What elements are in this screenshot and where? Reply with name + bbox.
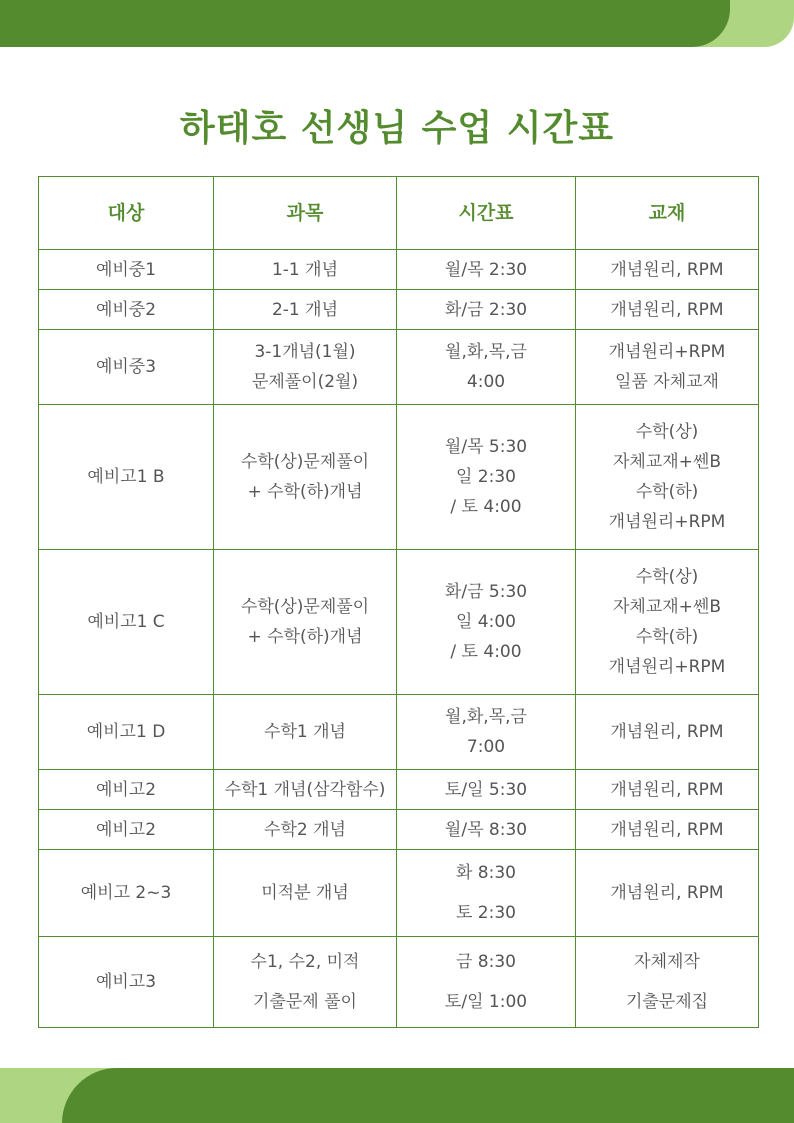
cell-text: / 토 4:00 bbox=[450, 497, 522, 517]
page-title: 하태호 선생님 수업 시간표 bbox=[179, 108, 615, 149]
cell-text: / 토 4:00 bbox=[450, 642, 522, 662]
header-target: 대상 bbox=[39, 177, 214, 250]
cell-text: 월/목 8:30 bbox=[444, 819, 528, 840]
cell-text: 3-1개념(1월) bbox=[254, 342, 356, 362]
cell-text: 토/일 1:00 bbox=[444, 992, 528, 1012]
cell-text: 문제풀이(2월) bbox=[251, 372, 359, 392]
bottom-decoration-dark bbox=[62, 1068, 794, 1123]
table-row bbox=[39, 250, 759, 290]
cell-subject bbox=[214, 250, 397, 290]
cell-text: 개념원리+RPM bbox=[608, 342, 726, 362]
cell-target bbox=[39, 330, 214, 405]
cell-text: 수학2 개념 bbox=[264, 819, 346, 840]
cell-target bbox=[39, 290, 214, 330]
cell-book bbox=[576, 405, 759, 550]
table-row bbox=[39, 405, 759, 550]
cell-subject bbox=[214, 405, 397, 550]
cell-text: 예비고3 bbox=[95, 972, 157, 992]
cell-time bbox=[397, 810, 576, 850]
cell-book bbox=[576, 330, 759, 405]
cell-text: 4:00 bbox=[466, 372, 506, 392]
table-row bbox=[39, 937, 759, 1028]
table-body bbox=[39, 250, 759, 1028]
cell-time bbox=[397, 330, 576, 405]
header-book: 교재 bbox=[576, 177, 759, 250]
cell-text: 수학(상) bbox=[635, 567, 699, 587]
cell-text: 개념원리, RPM bbox=[610, 779, 724, 800]
cell-time bbox=[397, 850, 576, 937]
cell-text: 수학(상)문제풀이 bbox=[240, 452, 370, 472]
table-row bbox=[39, 695, 759, 770]
cell-text: 수학(하) bbox=[635, 482, 699, 502]
cell-text: + 수학(하)개념 bbox=[247, 482, 363, 502]
table-row bbox=[39, 770, 759, 810]
cell-target bbox=[39, 405, 214, 550]
cell-time bbox=[397, 695, 576, 770]
cell-text: 예비고2 bbox=[95, 819, 157, 840]
table-row bbox=[39, 810, 759, 850]
cell-book bbox=[576, 770, 759, 810]
cell-text: 월,화,목,금 bbox=[445, 707, 527, 727]
cell-text: + 수학(하)개념 bbox=[247, 627, 363, 647]
cell-text: 일품 자체교재 bbox=[615, 372, 719, 392]
cell-text: 토/일 5:30 bbox=[444, 779, 528, 800]
cell-subject bbox=[214, 290, 397, 330]
cell-text: 화 8:30 bbox=[455, 863, 516, 883]
cell-text: 일 2:30 bbox=[455, 467, 516, 487]
cell-time bbox=[397, 770, 576, 810]
cell-target bbox=[39, 850, 214, 937]
cell-text: 1-1 개념 bbox=[271, 259, 338, 280]
header-time: 시간표 bbox=[397, 177, 576, 250]
table-row bbox=[39, 850, 759, 937]
cell-text: 금 8:30 bbox=[455, 952, 516, 972]
table-row bbox=[39, 330, 759, 405]
cell-text: 수학(하) bbox=[635, 627, 699, 647]
cell-text: 예비고 2~3 bbox=[80, 883, 172, 903]
cell-target bbox=[39, 810, 214, 850]
cell-text: 수학1 개념 bbox=[264, 722, 346, 742]
cell-text: 수1, 수2, 미적 bbox=[250, 952, 360, 972]
cell-text: 개념원리+RPM bbox=[608, 512, 726, 532]
cell-text: 기출문제 풀이 bbox=[253, 992, 357, 1012]
cell-target bbox=[39, 695, 214, 770]
cell-time bbox=[397, 550, 576, 695]
cell-text: 개념원리, RPM bbox=[610, 722, 724, 742]
cell-time bbox=[397, 405, 576, 550]
cell-text: 예비고1 B bbox=[87, 467, 165, 487]
cell-text: 월,화,목,금 bbox=[445, 342, 527, 362]
cell-text: 자체제작 bbox=[634, 952, 700, 972]
cell-text: 예비고1 D bbox=[86, 722, 166, 742]
cell-book bbox=[576, 695, 759, 770]
cell-text: 7:00 bbox=[466, 737, 506, 757]
cell-target bbox=[39, 550, 214, 695]
cell-subject bbox=[214, 695, 397, 770]
cell-target bbox=[39, 770, 214, 810]
cell-text: 예비중3 bbox=[95, 357, 157, 377]
cell-text: 화/금 2:30 bbox=[444, 299, 528, 320]
cell-text: 자체교재+쎈B bbox=[612, 597, 722, 617]
cell-book bbox=[576, 550, 759, 695]
cell-text: 예비중1 bbox=[95, 259, 157, 280]
cell-book bbox=[576, 250, 759, 290]
cell-text: 월/목 2:30 bbox=[444, 259, 528, 280]
cell-subject bbox=[214, 330, 397, 405]
cell-text: 월/목 5:30 bbox=[444, 437, 528, 457]
cell-book bbox=[576, 810, 759, 850]
table-row bbox=[39, 290, 759, 330]
table-row bbox=[39, 550, 759, 695]
cell-target bbox=[39, 250, 214, 290]
cell-subject bbox=[214, 770, 397, 810]
cell-text: 개념원리+RPM bbox=[608, 657, 726, 677]
cell-text: 화/금 5:30 bbox=[444, 582, 528, 602]
cell-text: 수학(상)문제풀이 bbox=[240, 597, 370, 617]
top-decoration-dark bbox=[0, 0, 730, 47]
cell-target bbox=[39, 937, 214, 1028]
cell-subject bbox=[214, 550, 397, 695]
cell-text: 개념원리, RPM bbox=[610, 299, 724, 320]
cell-text: 일 4:00 bbox=[455, 612, 516, 632]
cell-text: 수학(상) bbox=[635, 422, 699, 442]
cell-time bbox=[397, 290, 576, 330]
header-subject: 과목 bbox=[214, 177, 397, 250]
cell-text: 예비중2 bbox=[95, 299, 157, 320]
cell-text: 기출문제집 bbox=[625, 992, 709, 1012]
cell-text: 예비고1 C bbox=[87, 612, 165, 632]
cell-book bbox=[576, 290, 759, 330]
cell-text: 토 2:30 bbox=[455, 903, 516, 923]
schedule-table bbox=[38, 176, 759, 1028]
cell-text: 자체교재+쎈B bbox=[612, 452, 722, 472]
cell-text: 개념원리, RPM bbox=[610, 259, 724, 280]
cell-subject bbox=[214, 810, 397, 850]
cell-text: 2-1 개념 bbox=[271, 299, 338, 320]
table-header-row bbox=[39, 177, 759, 250]
cell-text: 미적분 개념 bbox=[261, 883, 349, 903]
cell-subject bbox=[214, 850, 397, 937]
cell-text: 예비고2 bbox=[95, 779, 157, 800]
cell-time bbox=[397, 937, 576, 1028]
cell-text: 개념원리, RPM bbox=[610, 883, 724, 903]
cell-text: 개념원리, RPM bbox=[610, 819, 724, 840]
cell-time bbox=[397, 250, 576, 290]
cell-text: 수학1 개념(삼각함수) bbox=[224, 779, 386, 800]
cell-book bbox=[576, 937, 759, 1028]
cell-subject bbox=[214, 937, 397, 1028]
cell-book bbox=[576, 850, 759, 937]
